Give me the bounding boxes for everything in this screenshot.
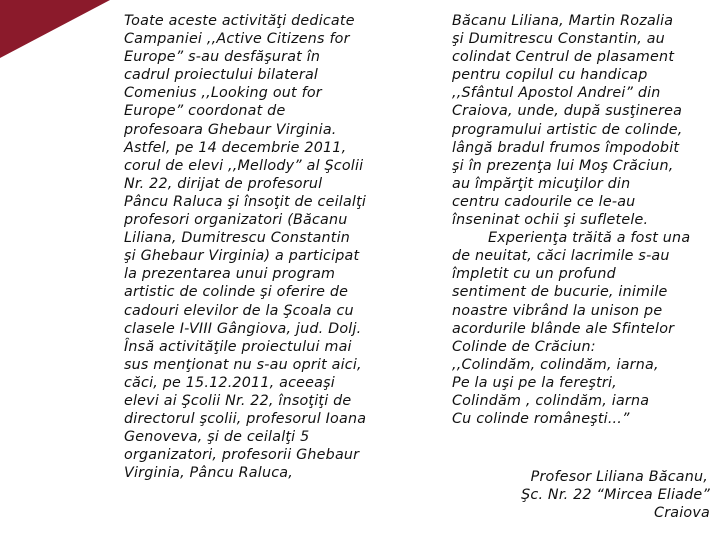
text-line: artistic de colinde şi oferire de <box>124 284 349 301</box>
text-line: Astfel, pe 14 decembrie 2011, <box>124 139 347 156</box>
text-line: Cu colinde româneşti...” <box>452 411 630 428</box>
text-line: de neuitat, căci lacrimile s-au <box>452 248 670 265</box>
text-line: organizatori, profesorii Ghebaur <box>124 447 360 464</box>
text-line: elevi ai Şcolii Nr. 22, însoţiţi de <box>124 392 352 409</box>
text-line: cadrul proiectului bilateral <box>124 67 319 84</box>
text-line: Virginia, Pâncu Raluca, <box>124 465 293 482</box>
text-line: programului artistic de colinde, <box>452 121 683 138</box>
text-line: Nr. 22, dirijat de profesorul <box>124 175 323 192</box>
text-line: Liliana, Dumitrescu Constantin <box>124 230 351 247</box>
text-line: cadouri elevilor de la Şcoala cu <box>124 302 354 319</box>
right-text-column <box>452 12 690 428</box>
text-line: Campaniei ,,Active Citizens for <box>124 31 350 48</box>
text-line: lângă bradul frumos împodobit <box>452 139 680 156</box>
text-line: Pe la uşi pe la fereştri, <box>452 374 617 391</box>
text-line: şi în prezenţa lui Moş Crăciun, <box>452 157 674 174</box>
text-line: acordurile blânde ale Sfintelor <box>452 320 675 337</box>
text-line: împletit cu un profund <box>452 266 616 283</box>
text-line: directorul şcolii, profesorul Ioana <box>124 411 367 428</box>
text-line: ,,Colindăm, colindăm, iarna, <box>452 356 659 373</box>
text-line: sus menţionat nu s-au oprit aici, <box>124 356 362 373</box>
text-line: corul de elevi ,,Mellody” al Şcolii <box>124 157 364 174</box>
text-line: Europe” coordonat de <box>124 103 286 120</box>
text-line: Europe” s-au desfăşurat în <box>124 49 321 66</box>
text-line: Experienţa trăită a fost una <box>488 230 691 247</box>
corner-decoration <box>0 0 110 58</box>
text-line: Băcanu Liliana, Martin Rozalia <box>452 13 674 29</box>
text-line: profesoara Ghebaur Virginia. <box>124 121 337 138</box>
text-line: Comenius ,,Looking out for <box>124 85 322 102</box>
text-line: Genoveva, şi de ceilalţi 5 <box>124 429 310 446</box>
text-line: Colinde de Crăciun: <box>452 338 596 355</box>
text-line: Pâncu Raluca şi însoţit de ceilalţi <box>124 193 367 210</box>
text-line: şi Ghebaur Virginia) a participat <box>124 248 360 265</box>
signature-name: Profesor Liliana Băcanu, <box>530 469 708 485</box>
signature-school: Şc. Nr. 22 “Mircea Eliade” <box>521 487 710 504</box>
text-line: Toate aceste activităţi dedicate <box>124 13 355 29</box>
text-line: înseninat ochii şi sufletele. <box>452 212 649 229</box>
signature-block <box>452 468 710 522</box>
text-line: clasele I-VIII Gângiova, jud. Dolj. <box>124 320 362 337</box>
text-line: Craiova, unde, după susţinerea <box>452 103 683 120</box>
text-line: şi Dumitrescu Constantin, au <box>452 31 665 48</box>
text-line: noastre vibrând la unison pe <box>452 302 663 319</box>
text-line: profesori organizatori (Băcanu <box>124 212 348 229</box>
text-line: pentru copilul cu handicap <box>452 67 648 84</box>
text-line: la prezentarea unui program <box>124 266 336 283</box>
text-line: ,,Sfântul Apostol Andrei” din <box>452 85 661 102</box>
text-line: centru cadourile ce le-au <box>452 193 636 210</box>
text-line: căci, pe 15.12.2011, aceeaşi <box>124 374 335 391</box>
text-line: Însă activităţile proiectului mai <box>124 338 352 355</box>
text-line: Colindăm , colindăm, iarna <box>452 392 650 409</box>
text-line: colindat Centrul de plasament <box>452 49 675 66</box>
left-text-column <box>124 12 366 482</box>
text-line: au împărţit micuţilor din <box>452 175 631 192</box>
signature-city: Craiova <box>654 505 710 522</box>
text-line: sentiment de bucurie, inimile <box>452 284 668 301</box>
